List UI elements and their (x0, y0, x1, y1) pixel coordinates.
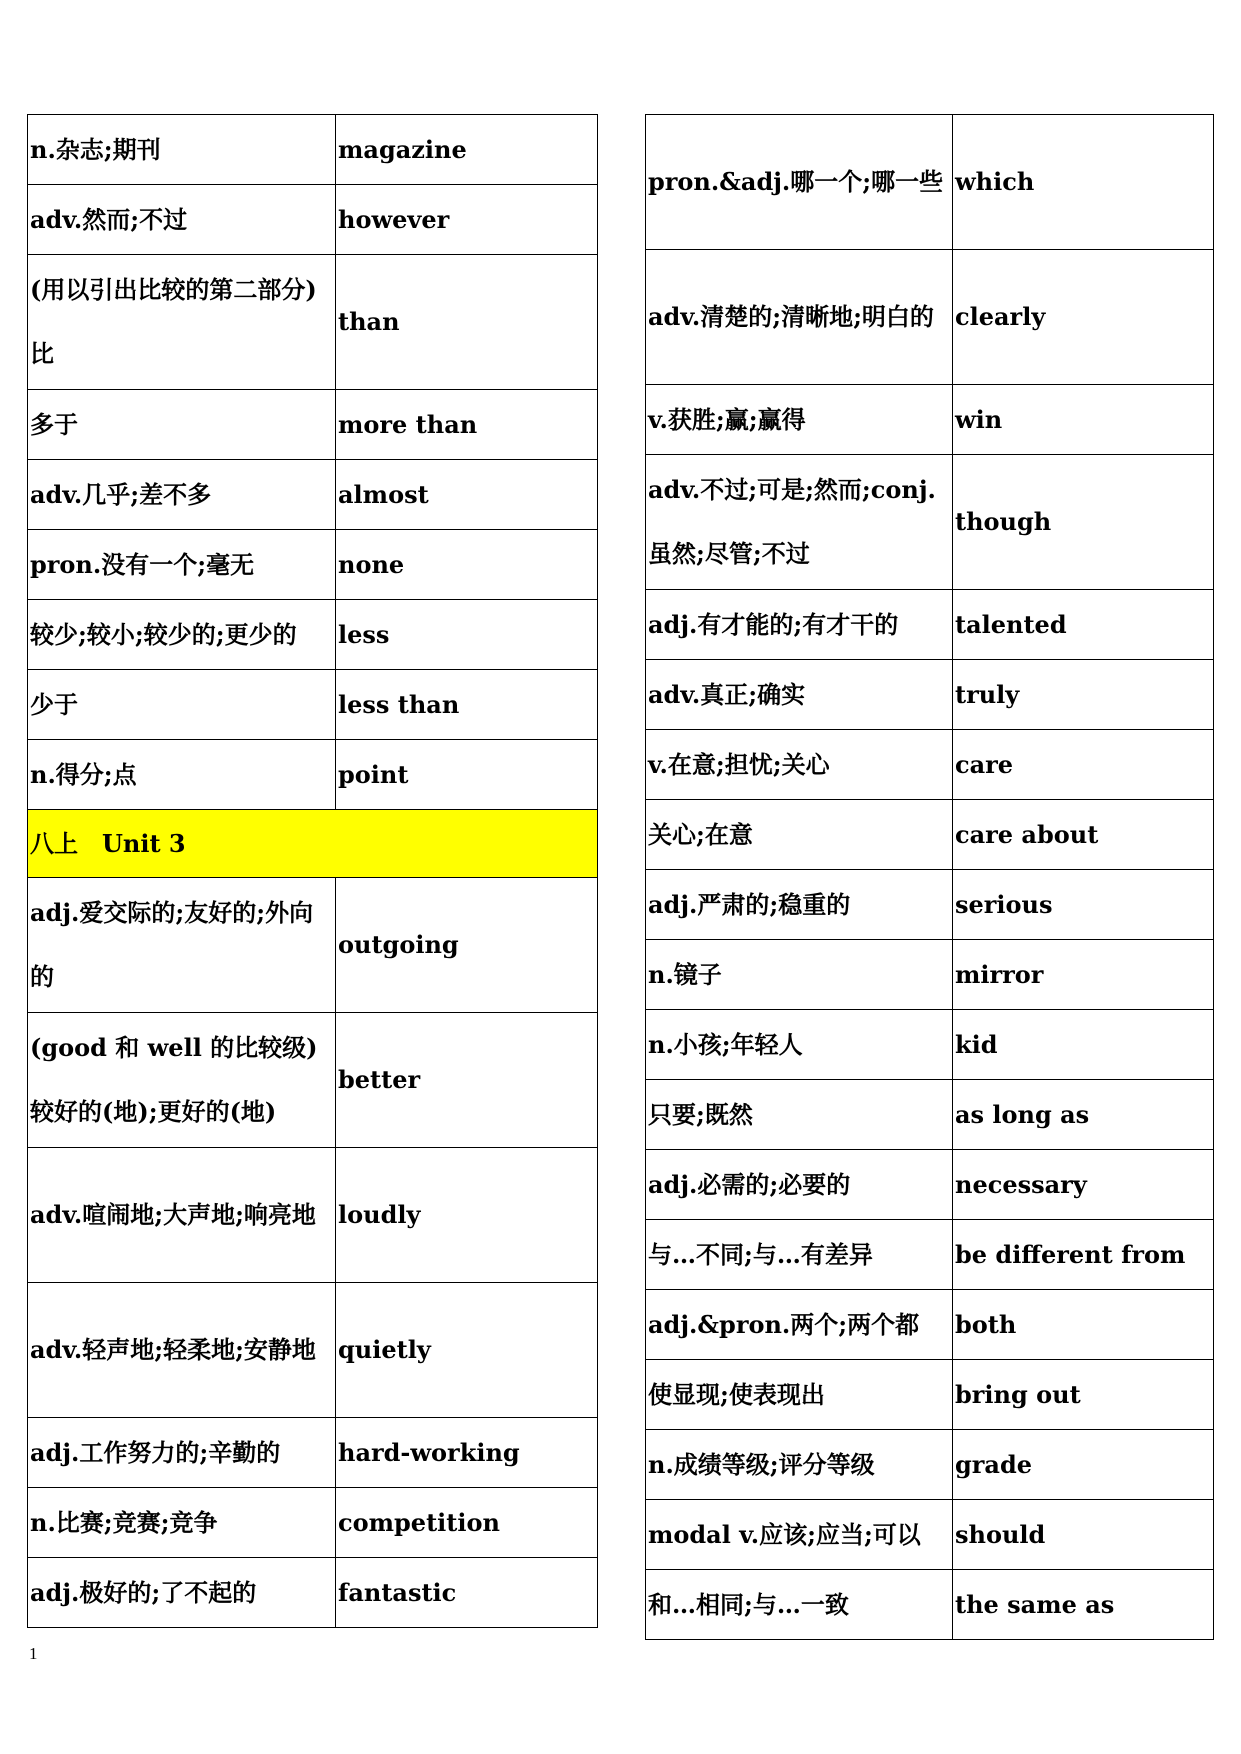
vocab-row (28, 530, 598, 600)
right-vocab-table (645, 114, 1214, 1640)
vocab-row (646, 115, 1214, 250)
chinese-definition: 只要;既然 (646, 1080, 953, 1150)
vocab-row (28, 1418, 598, 1488)
chinese-definition: adj.工作努力的;辛勤的 (28, 1418, 336, 1488)
unit-header-row (28, 810, 598, 878)
chinese-definition: adv.轻声地;轻柔地;安静地 (28, 1283, 336, 1418)
chinese-definition: pron.没有一个;毫无 (28, 530, 336, 600)
english-word: be different from (953, 1220, 1214, 1290)
vocab-row (646, 590, 1214, 660)
english-word: as long as (953, 1080, 1214, 1150)
english-word: than (336, 255, 598, 390)
vocab-row (646, 870, 1214, 940)
vocab-row (28, 115, 598, 185)
chinese-definition: 与…不同;与…有差异 (646, 1220, 953, 1290)
english-word: however (336, 185, 598, 255)
page-number: 1 (29, 1644, 38, 1663)
vocab-row (646, 800, 1214, 870)
english-word: care (953, 730, 1214, 800)
vocab-row (28, 1488, 598, 1558)
vocab-row (28, 1148, 598, 1283)
chinese-definition: adj.极好的;了不起的 (28, 1558, 336, 1628)
vocab-row (28, 255, 598, 390)
english-word: loudly (336, 1148, 598, 1283)
english-word: talented (953, 590, 1214, 660)
chinese-definition: n.成绩等级;评分等级 (646, 1430, 953, 1500)
chinese-definition: adj.爱交际的;友好的;外向的 (28, 878, 336, 1013)
chinese-definition: n.小孩;年轻人 (646, 1010, 953, 1080)
english-word: mirror (953, 940, 1214, 1010)
vocab-row (28, 185, 598, 255)
vocab-row (646, 1220, 1214, 1290)
english-word: truly (953, 660, 1214, 730)
english-word: win (953, 385, 1214, 455)
english-word: better (336, 1013, 598, 1148)
vocab-row (28, 460, 598, 530)
chinese-definition: adv.喧闹地;大声地;响亮地 (28, 1148, 336, 1283)
english-word: should (953, 1500, 1214, 1570)
chinese-definition: pron.&adj.哪一个;哪一些 (646, 115, 953, 250)
chinese-definition: 少于 (28, 670, 336, 740)
vocab-row (28, 1558, 598, 1628)
vocab-row (646, 1360, 1214, 1430)
vocab-row (646, 940, 1214, 1010)
english-word: the same as (953, 1570, 1214, 1640)
english-word: both (953, 1290, 1214, 1360)
chinese-definition: adv.不过;可是;然而;conj.虽然;尽管;不过 (646, 455, 953, 590)
chinese-definition: (用以引出比较的第二部分)比 (28, 255, 336, 390)
english-word: care about (953, 800, 1214, 870)
chinese-definition: (good 和 well 的比较级)较好的(地);更好的(地) (28, 1013, 336, 1148)
english-word: necessary (953, 1150, 1214, 1220)
chinese-definition: 关心;在意 (646, 800, 953, 870)
chinese-definition: v.在意;担忧;关心 (646, 730, 953, 800)
english-word: bring out (953, 1360, 1214, 1430)
english-word: less (336, 600, 598, 670)
vocab-row (28, 390, 598, 460)
english-word: though (953, 455, 1214, 590)
english-word: none (336, 530, 598, 600)
vocab-row (646, 1150, 1214, 1220)
chinese-definition: adv.然而;不过 (28, 185, 336, 255)
right-vocab-table-body (646, 115, 1214, 1640)
vocab-row (646, 1080, 1214, 1150)
chinese-definition: 多于 (28, 390, 336, 460)
chinese-definition: n.得分;点 (28, 740, 336, 810)
chinese-definition: adj.&pron.两个;两个都 (646, 1290, 953, 1360)
english-word: serious (953, 870, 1214, 940)
chinese-definition: n.杂志;期刊 (28, 115, 336, 185)
vocab-row (646, 1430, 1214, 1500)
english-word: point (336, 740, 598, 810)
vocab-row (646, 730, 1214, 800)
chinese-definition: v.获胜;赢;赢得 (646, 385, 953, 455)
english-word: hard-working (336, 1418, 598, 1488)
unit-header: 八上 Unit 3 (28, 810, 598, 878)
chinese-definition: n.镜子 (646, 940, 953, 1010)
chinese-definition: n.比赛;竞赛;竞争 (28, 1488, 336, 1558)
english-word: less than (336, 670, 598, 740)
english-word: grade (953, 1430, 1214, 1500)
english-word: magazine (336, 115, 598, 185)
vocab-row (28, 740, 598, 810)
vocab-row (646, 1570, 1214, 1640)
english-word: fantastic (336, 1558, 598, 1628)
chinese-definition: adj.必需的;必要的 (646, 1150, 953, 1220)
english-word: clearly (953, 250, 1214, 385)
vocab-row (646, 385, 1214, 455)
chinese-definition: adv.几乎;差不多 (28, 460, 336, 530)
vocab-row (28, 878, 598, 1013)
vocab-row (646, 1290, 1214, 1360)
english-word: which (953, 115, 1214, 250)
vocab-row (28, 1283, 598, 1418)
chinese-definition: 较少;较小;较少的;更少的 (28, 600, 336, 670)
chinese-definition: adv.真正;确实 (646, 660, 953, 730)
english-word: more than (336, 390, 598, 460)
left-vocab-table (27, 114, 598, 1628)
left-vocab-table-body (28, 115, 598, 1628)
vocab-row (646, 660, 1214, 730)
chinese-definition: adj.严肃的;稳重的 (646, 870, 953, 940)
vocab-row (646, 250, 1214, 385)
english-word: kid (953, 1010, 1214, 1080)
vocab-row (28, 1013, 598, 1148)
english-word: competition (336, 1488, 598, 1558)
chinese-definition: 使显现;使表现出 (646, 1360, 953, 1430)
vocab-row (646, 455, 1214, 590)
english-word: outgoing (336, 878, 598, 1013)
chinese-definition: adj.有才能的;有才干的 (646, 590, 953, 660)
vocab-row (646, 1500, 1214, 1570)
chinese-definition: modal v.应该;应当;可以 (646, 1500, 953, 1570)
vocab-row (646, 1010, 1214, 1080)
vocab-row (28, 600, 598, 670)
chinese-definition: adv.清楚的;清晰地;明白的 (646, 250, 953, 385)
english-word: almost (336, 460, 598, 530)
english-word: quietly (336, 1283, 598, 1418)
chinese-definition: 和…相同;与…一致 (646, 1570, 953, 1640)
vocab-row (28, 670, 598, 740)
